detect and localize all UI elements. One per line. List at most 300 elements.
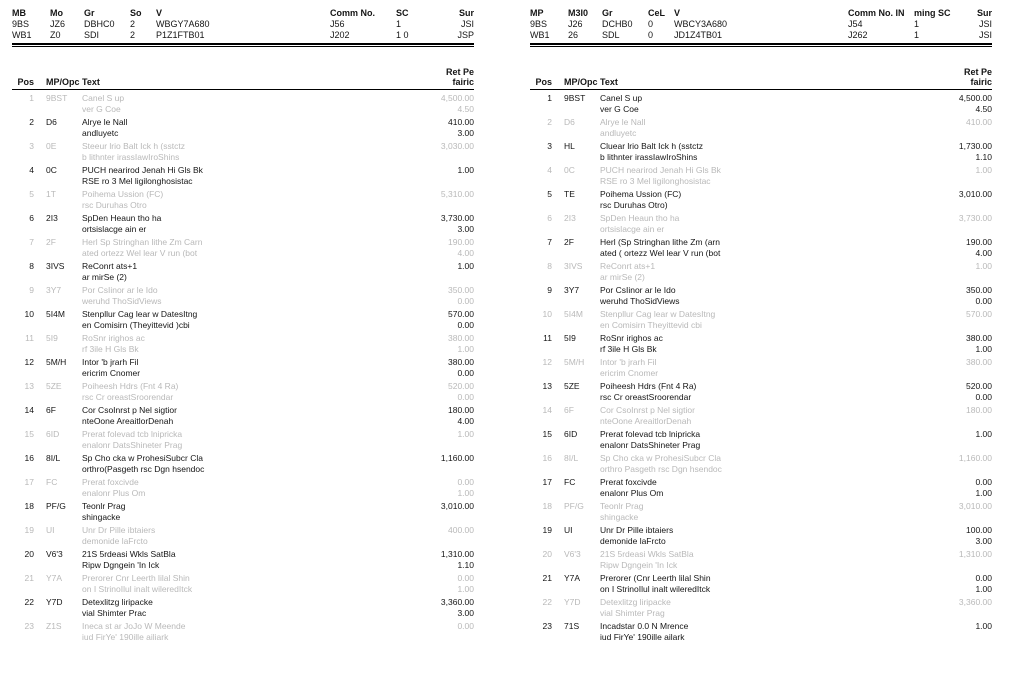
row-price-line1: 180.00 <box>448 405 474 415</box>
info-values-1-cell: WBGY7A680 <box>156 19 210 29</box>
row-code: Y7A <box>564 573 581 583</box>
row-text-line2: ortsislacge ain er <box>82 224 147 234</box>
table-row <box>12 356 474 380</box>
row-pos: 1 <box>29 93 34 103</box>
row-code: 8I/L <box>46 453 61 463</box>
info-values-2-cell: Z0 <box>50 30 61 40</box>
row-price-line2: 4.00 <box>975 248 992 258</box>
items-header-price-line2: fairic <box>452 77 474 87</box>
row-pos: 18 <box>24 501 34 511</box>
row-price-line1: 350.00 <box>966 285 992 295</box>
info-labels <box>530 8 992 19</box>
info-values-1-cell: J26 <box>568 19 583 29</box>
row-pos: 13 <box>24 381 34 391</box>
row-price-line2: 3.00 <box>457 128 474 138</box>
row-pos: 12 <box>24 357 34 367</box>
row-pos: 6 <box>547 213 552 223</box>
row-pos: 1 <box>547 93 552 103</box>
items-header-price-line1: Ret Pe <box>963 67 992 77</box>
row-text <box>600 549 928 571</box>
row-text-line2: rsc Duruhas Otro) <box>600 200 668 210</box>
items-rows <box>12 92 474 644</box>
items-header-text: Text <box>82 77 100 87</box>
row-text-line1: Incadstar 0.0 N Mrence <box>600 621 689 631</box>
row-price <box>410 237 474 259</box>
row-text-line2: RSE ro 3 Mel ligilonghosistac <box>82 176 193 186</box>
row-text <box>82 477 410 499</box>
row-pos: 16 <box>542 453 552 463</box>
row-price-line1: 3,010.00 <box>958 189 992 199</box>
row-price <box>928 405 992 427</box>
row-text <box>600 117 928 139</box>
row-text-line1: Sp Cho cka w ProhesiSubcr Cla <box>82 453 203 463</box>
row-text <box>600 213 928 235</box>
document-page-right <box>530 8 992 644</box>
row-price-line1: 380.00 <box>966 357 992 367</box>
row-text-line2: on I StrinoIlul inalt wileredItck <box>82 584 193 594</box>
row-price-line1: 1,310.00 <box>440 549 474 559</box>
row-code: 6ID <box>564 429 578 439</box>
row-text-line1: Stenpllur Cag lear w DatesItng <box>600 309 716 319</box>
row-text-line2: rsc Duruhas Otro <box>82 200 147 210</box>
row-text-line1: Prerat folevad tcb lnipricka <box>82 429 183 439</box>
row-price-line1: 190.00 <box>966 237 992 247</box>
info-values-1-cell: 0 <box>648 19 654 29</box>
row-text-line1: Por CsIinor ar le Ido <box>600 285 676 295</box>
row-price-line1: 3,730.00 <box>440 213 474 223</box>
row-price-line1: 400.00 <box>448 525 474 535</box>
row-price-line1: 4,500.00 <box>440 93 474 103</box>
row-text-line1: Detexlitzg liripacke <box>600 597 671 607</box>
info-labels-cell: ming SC <box>914 8 951 18</box>
row-price-line1: 1,160.00 <box>958 453 992 463</box>
info-labels-cell: So <box>130 8 142 18</box>
row-price <box>410 429 474 451</box>
row-price <box>928 501 992 523</box>
row-text <box>600 237 928 259</box>
row-code: Y7A <box>46 573 63 583</box>
row-code: 71S <box>564 621 580 631</box>
row-text <box>82 285 410 307</box>
row-price-line1: 190.00 <box>448 237 474 247</box>
row-text-line2: rf 3ile H Gls Bk <box>82 344 139 354</box>
info-values-1-cell: 9BS <box>530 19 548 29</box>
table-row <box>530 116 992 140</box>
row-text <box>82 381 410 403</box>
row-price-line1: 0.00 <box>457 573 474 583</box>
row-price-line1: 520.00 <box>448 381 474 391</box>
row-price-line2: 0.00 <box>457 392 474 402</box>
row-text-line2: en Comisirn Theyittevid cbi <box>600 320 702 330</box>
row-text-line2: weruhd ThoSidViews <box>600 296 680 306</box>
row-price-line2: 0.00 <box>457 296 474 306</box>
table-row <box>530 140 992 164</box>
row-code: UI <box>564 525 573 535</box>
row-text-line1: Unr Dr Pille ibtaiers <box>600 525 674 535</box>
table-row <box>12 476 474 500</box>
row-text-line1: Prerat foxcivde <box>600 477 657 487</box>
table-row <box>530 380 992 404</box>
info-labels-cell: Comm No. IN <box>848 8 905 18</box>
row-pos: 4 <box>547 165 552 175</box>
items-header-pos: Pos <box>17 77 34 87</box>
table-row <box>12 260 474 284</box>
row-price <box>928 477 992 499</box>
row-code: 5M/H <box>46 357 67 367</box>
row-text-line1: Poihema Ussion (FC) <box>82 189 164 199</box>
row-text-line2: weruhd ThoSidViews <box>82 296 162 306</box>
row-text-line2: demonide laFrcto <box>82 536 148 546</box>
info-labels-cell: MP <box>530 8 544 18</box>
row-code: Y7D <box>564 597 581 607</box>
row-price <box>410 189 474 211</box>
row-text-line2: b lithnter irassIawIroShins <box>600 152 698 162</box>
table-row <box>12 548 474 572</box>
items-header-price <box>410 67 474 87</box>
row-price-line1: 1.00 <box>975 261 992 271</box>
row-text-line1: Poiheesh Hdrs (Fnt 4 Ra) <box>600 381 697 391</box>
table-row <box>530 572 992 596</box>
row-text <box>600 357 928 379</box>
row-text-line2: enalonr DatsShineter Prag <box>600 440 701 450</box>
table-row <box>12 116 474 140</box>
row-text-line1: Intor 'b jrarh Fil <box>600 357 657 367</box>
info-values-1-cell: JZ6 <box>50 19 66 29</box>
info-values-2-cell: 1 <box>914 30 920 40</box>
info-labels-cell: Gr <box>84 8 95 18</box>
row-price <box>410 597 474 619</box>
info-values-2-cell: WB1 <box>12 30 32 40</box>
row-text-line2: ar mirSe (2) <box>600 272 645 282</box>
row-price-line2: 1.00 <box>457 584 474 594</box>
row-price-line1: 0.00 <box>975 477 992 487</box>
row-pos: 10 <box>542 309 552 319</box>
table-row <box>530 356 992 380</box>
row-price <box>410 141 474 163</box>
row-text-line2: ortsislacge ain er <box>600 224 665 234</box>
row-price-line2: 4.00 <box>457 248 474 258</box>
row-code: 2F <box>564 237 574 247</box>
row-code: V6'3 <box>46 549 63 559</box>
row-text-line2: rsc Cr oreastSroorendar <box>82 392 174 402</box>
row-text-line1: ReConrt ats+1 <box>600 261 656 271</box>
info-labels-cell: MB <box>12 8 26 18</box>
row-pos: 21 <box>542 573 552 583</box>
row-code: 5M/H <box>564 357 585 367</box>
row-price-line1: 5,310.00 <box>440 189 474 199</box>
info-values-1 <box>12 19 474 30</box>
row-price-line2: 4.50 <box>457 104 474 114</box>
items-rows <box>530 92 992 644</box>
row-code: 2I3 <box>46 213 58 223</box>
row-text-line2: vial Shimter Prac <box>82 608 147 618</box>
row-text-line2: ated ortezz Wel lear V run (bot <box>82 248 198 258</box>
row-text <box>600 429 928 451</box>
row-price-line1: 410.00 <box>966 117 992 127</box>
row-text-line2: vial Shimter Prag <box>600 608 665 618</box>
row-pos: 12 <box>542 357 552 367</box>
row-text-line1: Prerorer (Cnr Leerth lilal Shin <box>600 573 711 583</box>
info-labels-cell: Sur <box>458 8 474 18</box>
row-text-line2: iud FirYe' 190ille ailiark <box>82 632 169 642</box>
info-labels <box>12 8 474 19</box>
info-values-1-cell: 9BS <box>12 19 30 29</box>
table-row <box>530 596 992 620</box>
row-price-line2: 3.00 <box>457 608 474 618</box>
row-price <box>410 165 474 187</box>
row-code: FC <box>564 477 576 487</box>
row-text <box>600 525 928 547</box>
row-text <box>82 213 410 235</box>
row-price <box>928 333 992 355</box>
row-price-line1: 380.00 <box>448 357 474 367</box>
table-row <box>530 332 992 356</box>
row-pos: 5 <box>547 189 552 199</box>
info-values-2-cell: SDL <box>602 30 620 40</box>
row-text <box>600 453 928 475</box>
info-values-2 <box>530 30 992 41</box>
row-pos: 9 <box>547 285 552 295</box>
row-price <box>410 573 474 595</box>
info-values-2-cell: 0 <box>648 30 654 40</box>
row-code: Y7D <box>46 597 63 607</box>
table-row <box>530 308 992 332</box>
table-row <box>530 620 992 644</box>
row-pos: 22 <box>24 597 34 607</box>
row-pos: 7 <box>547 237 552 247</box>
row-price-line1: 1.00 <box>457 261 474 271</box>
info-values-2 <box>12 30 474 41</box>
row-code: 0E <box>46 141 57 151</box>
table-row <box>12 236 474 260</box>
info-values-1-cell: DCHB0 <box>602 19 633 29</box>
header-rule <box>530 43 992 47</box>
header-rule <box>12 43 474 47</box>
row-price-line2: 1.10 <box>975 152 992 162</box>
row-price <box>928 213 992 235</box>
row-text-line2: enalonr DatsShineter Prag <box>82 440 183 450</box>
row-pos: 20 <box>24 549 34 559</box>
row-text-line1: RoSnr irighos ac <box>82 333 145 343</box>
row-pos: 8 <box>547 261 552 271</box>
row-price <box>410 309 474 331</box>
row-code: 5ZE <box>46 381 62 391</box>
row-text-line1: Cor CsoInrst p Nel sigtior <box>600 405 695 415</box>
table-row <box>12 620 474 644</box>
row-text <box>600 333 928 355</box>
table-row <box>12 596 474 620</box>
info-values-2-cell: SDI <box>84 30 100 40</box>
info-labels-cell: Mo <box>50 8 63 18</box>
row-text <box>82 429 410 451</box>
items-table-header <box>12 67 474 90</box>
row-code: UI <box>46 525 55 535</box>
row-pos: 8 <box>29 261 34 271</box>
row-price-line2: 1.00 <box>975 344 992 354</box>
row-text-line1: Poiheesh Hdrs (Fnt 4 Ra) <box>82 381 179 391</box>
row-price-line1: 1.00 <box>975 621 992 631</box>
table-row <box>530 188 992 212</box>
row-price-line1: 380.00 <box>448 333 474 343</box>
info-values-2-cell: JSP <box>457 30 474 40</box>
row-code: 2I3 <box>564 213 576 223</box>
row-price <box>410 285 474 307</box>
row-pos: 17 <box>542 477 552 487</box>
info-values-1-cell: 1 <box>914 19 920 29</box>
row-text-line2: en Comisirn (Theyittevid )cbi <box>82 320 190 330</box>
info-values-2-cell: WB1 <box>530 30 550 40</box>
row-text <box>82 117 410 139</box>
row-pos: 2 <box>29 117 34 127</box>
row-text-line1: 21S 5rdeasi Wkls SatBla <box>82 549 176 559</box>
items-header-pos: Pos <box>535 77 552 87</box>
table-row <box>12 140 474 164</box>
row-price-line1: 4,500.00 <box>958 93 992 103</box>
row-text-line2: orthro(Pasgeth rsc Dgn hsendoc <box>82 464 205 474</box>
row-pos: 14 <box>542 405 552 415</box>
row-text-line1: Canel S up <box>82 93 125 103</box>
table-row <box>530 212 992 236</box>
row-price <box>410 501 474 523</box>
row-pos: 6 <box>29 213 34 223</box>
row-pos: 16 <box>24 453 34 463</box>
row-code: 3Y7 <box>46 285 62 295</box>
row-price <box>410 405 474 427</box>
row-price-line1: 3,010.00 <box>958 501 992 511</box>
row-text-line2: shingacke <box>600 512 639 522</box>
row-price <box>410 549 474 571</box>
row-text-line1: Stenpllur Cag lear w DatesItng <box>82 309 198 319</box>
row-text <box>82 453 410 475</box>
row-price <box>928 621 992 643</box>
row-text-line1: SpDen Heaun tho ha <box>600 213 680 223</box>
table-row <box>12 212 474 236</box>
row-text-line2: b lithnter irassIawIroShins <box>82 152 180 162</box>
row-text-line2: ar mirSe (2) <box>82 272 127 282</box>
row-text <box>600 597 928 619</box>
row-text-line2: nteOone AreaitlorDenah <box>82 416 174 426</box>
row-code: D6 <box>564 117 575 127</box>
row-text-line2: ericrim Cnomer <box>82 368 141 378</box>
row-text <box>82 357 410 379</box>
row-text-line2: demonide laFrcto <box>600 536 666 546</box>
row-price <box>928 309 992 331</box>
row-pos: 23 <box>542 621 552 631</box>
row-text-line1: Poihema Ussion (FC) <box>600 189 682 199</box>
table-row <box>12 428 474 452</box>
row-price-line1: 380.00 <box>966 333 992 343</box>
row-price-line1: 1.00 <box>457 429 474 439</box>
row-price-line1: 1,160.00 <box>440 453 474 463</box>
row-text-line2: Ripw Dgngein 'In Ick <box>600 560 678 570</box>
row-text <box>82 309 410 331</box>
row-text <box>82 333 410 355</box>
row-price-line1: 570.00 <box>448 309 474 319</box>
info-values-2-cell: JSI <box>978 30 992 40</box>
row-pos: 7 <box>29 237 34 247</box>
row-text-line1: Canel S up <box>600 93 643 103</box>
row-text <box>82 597 410 619</box>
row-text-line1: PUCH nearirod Jenah Hi Gls Bk <box>82 165 203 175</box>
table-row <box>530 428 992 452</box>
row-text-line1: Ineca st ar JoJo W Meende <box>82 621 186 631</box>
row-price-line2: 1.00 <box>457 488 474 498</box>
items-header-code: MP/Opc <box>46 77 80 87</box>
row-code: FC <box>46 477 58 487</box>
row-price-line2: 3.00 <box>457 224 474 234</box>
row-code: 9BST <box>564 93 586 103</box>
row-text-line2: iud FirYe' 190ille ailark <box>600 632 685 642</box>
row-pos: 18 <box>542 501 552 511</box>
table-row <box>12 572 474 596</box>
items-header-price <box>928 67 992 87</box>
row-text <box>82 93 410 115</box>
row-price-line2: 4.00 <box>457 416 474 426</box>
items-header-price-line1: Ret Pe <box>445 67 474 77</box>
info-values-1-cell: DBHC0 <box>84 19 115 29</box>
table-row <box>12 188 474 212</box>
row-text <box>600 621 928 643</box>
row-text <box>82 501 410 523</box>
row-pos: 14 <box>24 405 34 415</box>
row-price-line1: 410.00 <box>448 117 474 127</box>
row-text <box>600 141 928 163</box>
row-code: 0C <box>46 165 57 175</box>
row-price <box>928 237 992 259</box>
row-code: 8I/L <box>564 453 579 463</box>
row-text-line2: ver G Coe <box>600 104 639 114</box>
row-code: 5I9 <box>564 333 576 343</box>
row-pos: 17 <box>24 477 34 487</box>
row-text <box>82 141 410 163</box>
row-code: V6'3 <box>564 549 581 559</box>
row-price-line1: 0.00 <box>457 621 474 631</box>
info-labels-cell: CeL <box>648 8 666 18</box>
row-price-line1: 0.00 <box>457 477 474 487</box>
row-price <box>928 453 992 475</box>
info-values-2-cell: JD1Z4TB01 <box>674 30 723 40</box>
row-price-line1: 3,360.00 <box>440 597 474 607</box>
row-price-line1: 1.00 <box>975 429 992 439</box>
row-text-line2: ericrim Cnomer <box>600 368 659 378</box>
row-price <box>928 549 992 571</box>
row-price-line2: 1.00 <box>975 488 992 498</box>
row-price <box>410 117 474 139</box>
row-text <box>82 189 410 211</box>
row-text <box>600 189 928 211</box>
row-pos: 4 <box>29 165 34 175</box>
table-row <box>12 452 474 476</box>
row-text-line1: Alrye le Nall <box>600 117 646 127</box>
row-text <box>82 549 410 571</box>
table-row <box>530 452 992 476</box>
row-text <box>82 165 410 187</box>
info-values-1-cell: J56 <box>330 19 345 29</box>
row-code: 0C <box>564 165 575 175</box>
row-text <box>600 381 928 403</box>
table-row <box>12 164 474 188</box>
row-text-line2: shingacke <box>82 512 121 522</box>
row-price <box>410 621 474 643</box>
row-price-line1: 180.00 <box>966 405 992 415</box>
items-table-header <box>530 67 992 90</box>
row-price <box>928 165 992 187</box>
row-text <box>600 285 928 307</box>
row-price <box>410 261 474 283</box>
row-code: 5I4M <box>564 309 583 319</box>
row-code: 2F <box>46 237 56 247</box>
row-text-line2: andluyetc <box>82 128 119 138</box>
